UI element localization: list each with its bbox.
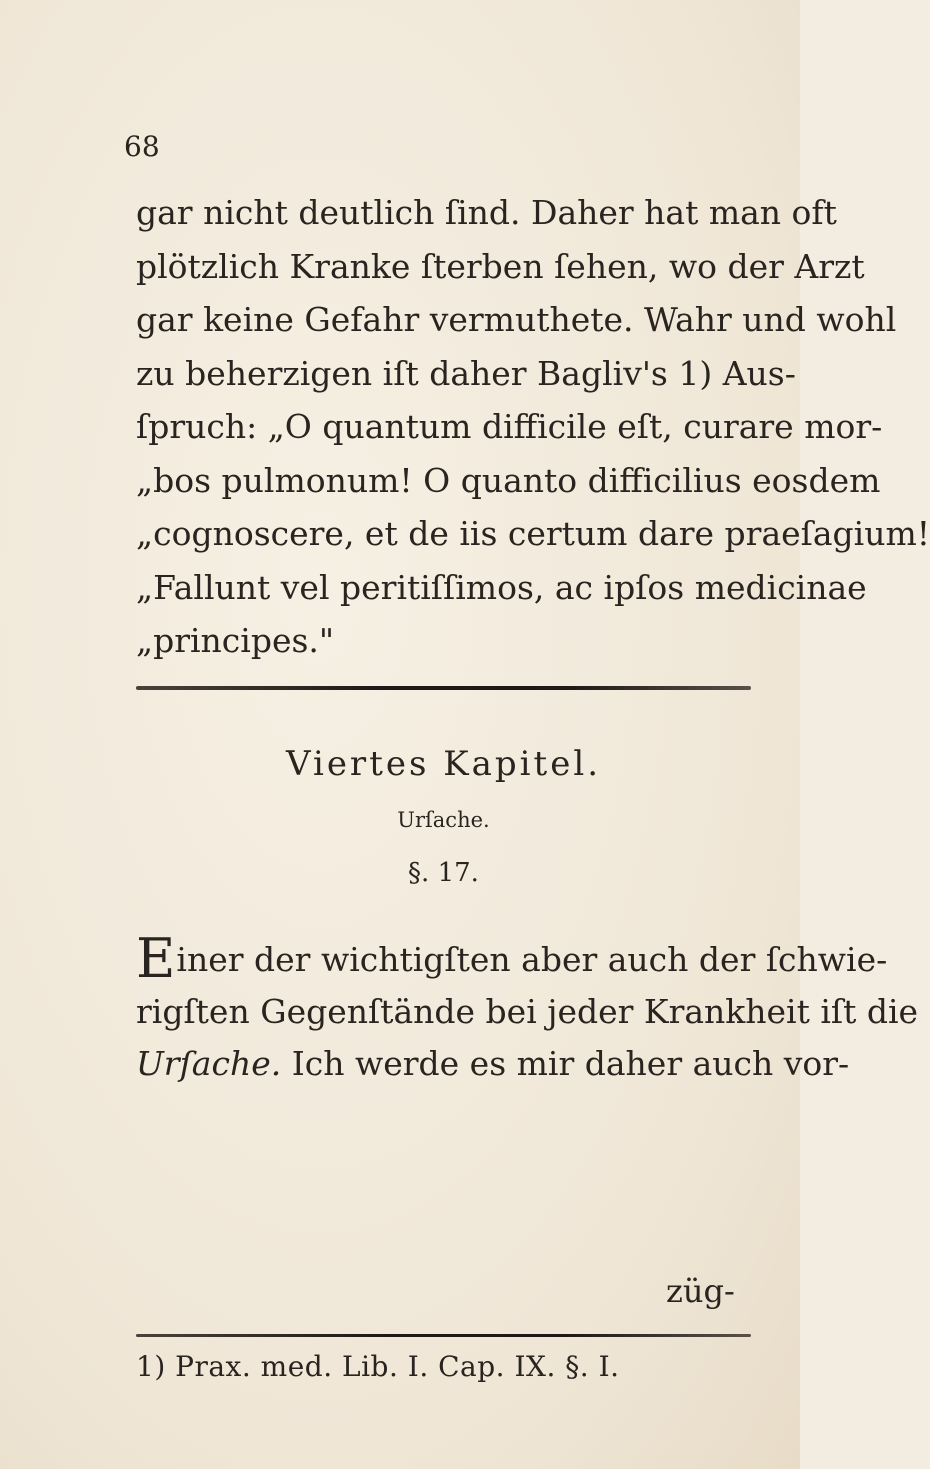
text-line: ſpruch: „O quantum difficile eſt, curare mor- — [136, 407, 883, 446]
catchword: züg- — [666, 1272, 735, 1310]
text-line: „cognoscere, et de iis certum dare praeſagium! — [136, 514, 930, 553]
text-line: „bos pulmonum! O quanto difficilius eosdem — [136, 460, 881, 500]
section-number: §. 17. — [408, 858, 479, 888]
page-number: 68 — [124, 130, 160, 163]
text-line — [136, 927, 888, 990]
text-line: zu beherzigen iſt daher Bagliv's 1) Aus- — [136, 353, 796, 393]
text-line: „principes." — [136, 621, 335, 660]
footnote-divider-rule — [136, 1334, 751, 1337]
text-line: gar keine Gefahr vermuthete. Wahr und wohl — [136, 300, 897, 339]
paragraph-1 — [136, 186, 930, 668]
drop-cap: E — [136, 927, 176, 990]
chapter-title: Viertes Kapitel. — [285, 744, 602, 784]
text-line: rigſten Gegenſtände bei jeder Krankheit iſt die — [136, 992, 919, 1031]
text-line: gar nicht deutlich ſind. Daher hat man oft — [136, 193, 837, 232]
chapter-divider-rule — [136, 686, 751, 690]
emphasized-term: Urſache. — [136, 1044, 282, 1083]
text-line — [136, 1038, 850, 1090]
text-run: iner der wichtigſten aber auch der ſchwie- — [176, 940, 888, 979]
footnote: 1) Prax. med. Lib. I. Cap. IX. §. I. — [136, 1350, 620, 1383]
text-run: Ich werde es mir daher auch vor- — [281, 1044, 850, 1083]
chapter-subtitle: Urſache. — [397, 808, 490, 832]
text-line: plötzlich Kranke ſterben ſehen, wo der Arzt — [136, 246, 865, 286]
paragraph-2 — [136, 927, 919, 1090]
text-line: „Fallunt vel peritiſſimos, ac ipſos medicinae — [136, 567, 867, 607]
